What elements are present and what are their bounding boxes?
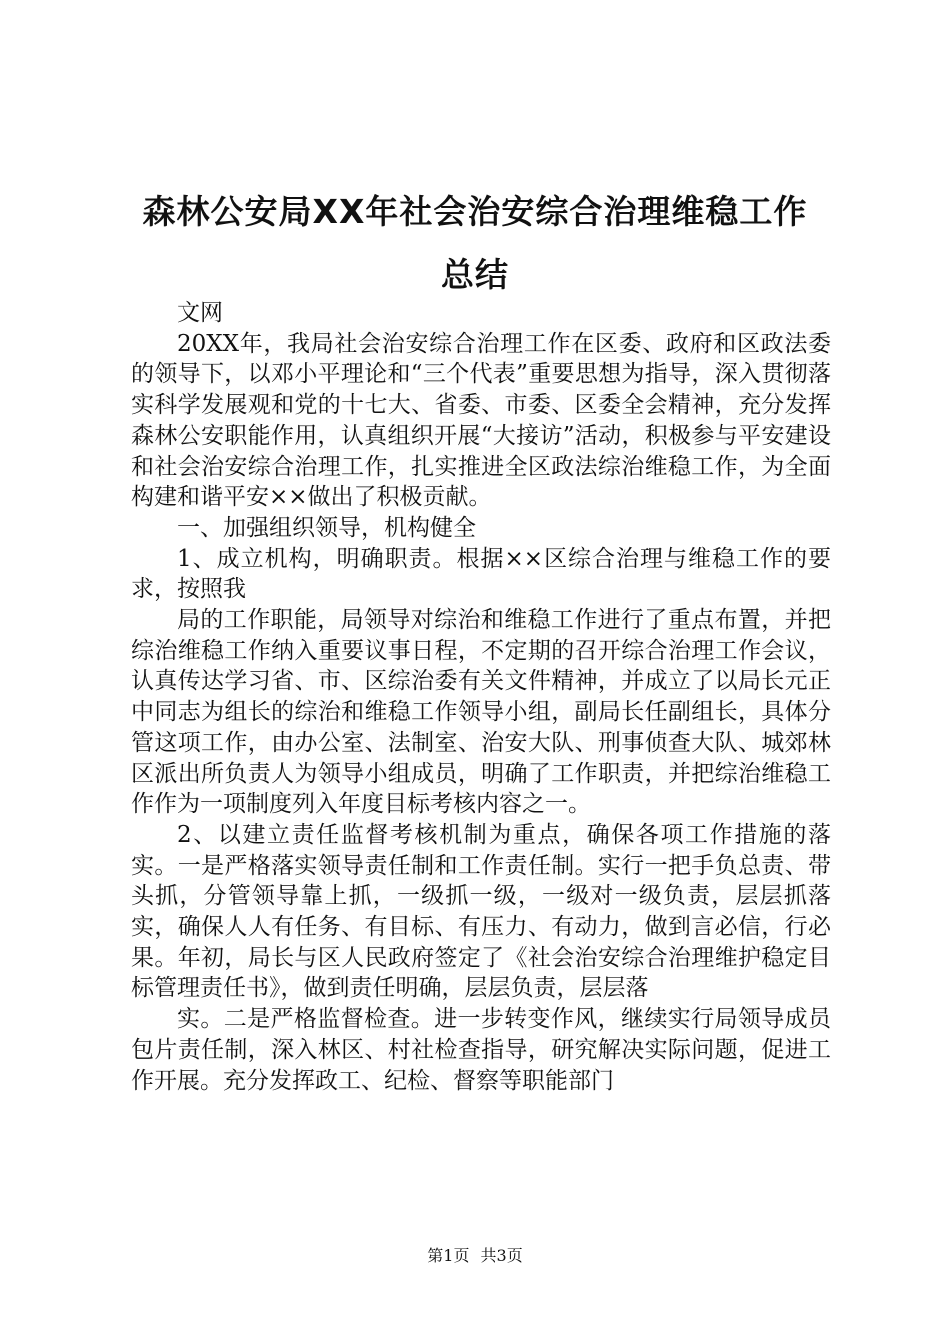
page-number: 第1页 (427, 1246, 470, 1265)
paragraph-item-1: 1、成立机构，明确职责。根据××区综合治理与维稳工作的要求，按照我 (131, 545, 831, 603)
document-body (131, 298, 831, 1096)
title-line-2: 总结 (441, 255, 509, 294)
paragraph-intro: 20XX年，我局社会治安综合治理工作在区委、政府和区政法委的领导下，以邓小平理论和“三个代表”重要思想为指导，深入贯彻落实科学发展观和党的十七大、省委、市委、区委全会精神，充分发挥森林公安职能作用，认真组织开展“大接访”活动，积极参与平安建设和社会治安综合治理工作，扎实推进全区政法综治维稳工作，为全面构建和谐平安××做出了积极贡献。 (131, 330, 831, 511)
document-title (100, 180, 850, 306)
section-heading-1: 一、加强组织领导，机构健全 (177, 514, 476, 541)
title-line-1: 森林公安局XX年社会治安综合治理维稳工作 (142, 192, 808, 231)
paragraph-item-2: 2、以建立责任监督考核机制为重点，确保各项工作措施的落实。一是严格落实领导责任制和工作责任制。实行一把手负总责、带头抓，分管领导靠上抓，一级抓一级，一级对一级负责，层层抓落实，确保人人有任务、有目标、有压力、有动力，做到言必信，行必果。年初，局长与区人民政府签定了《社会治安综合治理维护稳定目标管理责任书》，做到责任明确，层层负责，层层落 (131, 821, 831, 1002)
paragraph-item-2-cont: 实。二是严格监督检查。进一步转变作风，继续实行局领导成员包片责任制，深入林区、村社检查指导，研究解决实际问题，促进工作开展。充分发挥政工、纪检、督察等职能部门 (131, 1006, 831, 1094)
page-total: 共3页 (480, 1246, 523, 1265)
page-footer (0, 1246, 950, 1266)
paragraph-source: 文网 (177, 300, 223, 326)
paragraph-item-1-cont: 局的工作职能，局领导对综治和维稳工作进行了重点布置，并把综治维稳工作纳入重要议事日程，不定期的召开综合治理工作会议，认真传达学习省、市、区综治委有关文件精神，并成立了以局长元正中同志为组长的综治和维稳工作领导小组，副局长任副组长，具体分管这项工作，由办公室、法制室、治安大队、刑事侦查大队、城郊林区派出所负责人为领导小组成员，明确了工作职责，并把综治维稳工作作为一项制度列入年度目标考核内容之一。 (131, 607, 831, 818)
